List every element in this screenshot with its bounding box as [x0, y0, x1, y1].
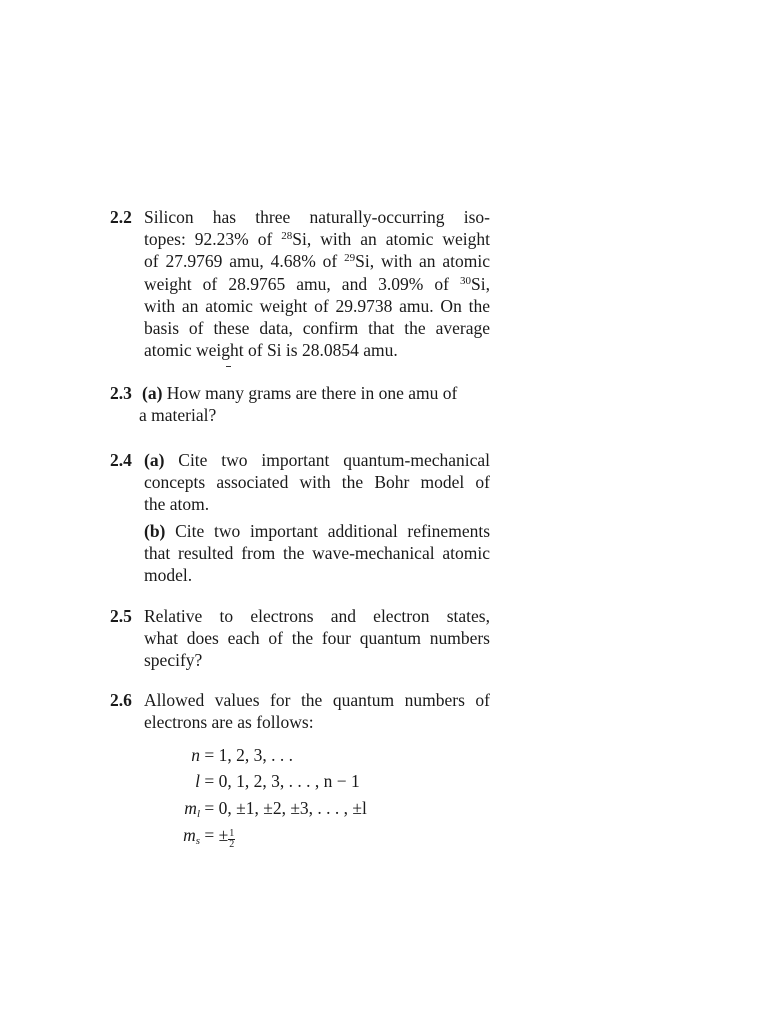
- problem-text: [144, 449, 490, 586]
- problem-number: 2.3: [110, 383, 132, 403]
- problem-2-6: [110, 689, 490, 733]
- equation-rhs: = 0, 1, 2, 3, . . . , n − 1: [204, 771, 360, 791]
- problem-text: [144, 689, 490, 733]
- text-line: Relative to electrons and electron states,: [144, 606, 490, 626]
- problem-2-2: [110, 206, 490, 361]
- problem-number: 2.5: [110, 606, 132, 626]
- problem-2-5: [110, 605, 490, 672]
- equation-rhs: = ± $\frac{1}{2}$: [204, 825, 235, 850]
- problem-text: [139, 382, 490, 426]
- equation-lhs: $m_l$: [184, 798, 200, 820]
- part-label: (a): [144, 450, 165, 470]
- text-line: concepts associated with the Bohr model of: [144, 472, 490, 493]
- text-line: of 27.9769 amu, 4.68% of $^{29}$Si, with an atomic: [144, 251, 490, 272]
- problem-text: [144, 206, 490, 361]
- equation-rhs: = 0, ±1, ±2, ±3, . . . , ±l: [204, 798, 367, 818]
- problem-2-3: [110, 382, 490, 426]
- fraction-one-half: $\frac{1}{2}$: [229, 828, 235, 850]
- text-line: that resulted from the wave-mechanical atomic: [144, 542, 490, 563]
- problem-number: 2.6: [110, 690, 132, 710]
- problem-2-4: [110, 449, 490, 586]
- equation-n: [142, 744, 293, 766]
- equation-lhs: l: [195, 771, 200, 791]
- equation-ms: [142, 824, 235, 850]
- part-label: (b): [144, 520, 166, 541]
- equation-lhs: $m_s$: [183, 825, 200, 847]
- text-line: electrons are as follows:: [144, 712, 314, 733]
- problem-number: 2.2: [110, 207, 132, 227]
- text-line: (a) Cite two important quantum-mechanical: [144, 450, 491, 470]
- text-line: topes: 92.23% of $^{28}$Si, with an atomic weight: [144, 229, 490, 250]
- text-line: basis of these data, confirm that the average: [144, 318, 490, 339]
- text-line: with an atomic weight of 29.9738 amu. On the: [144, 295, 490, 316]
- equation-l: [142, 770, 360, 792]
- text-line: Allowed values for the quantum numbers of: [144, 690, 490, 710]
- equation-rhs: = 1, 2, 3, . . .: [204, 745, 293, 765]
- text-line: a material?: [139, 405, 217, 426]
- text-line: weight of 28.9765 amu, and 3.09% of $^{30}$Si,: [144, 273, 490, 294]
- text-line: the atom.: [144, 494, 210, 515]
- problem-text: [144, 605, 490, 672]
- text-line: what does each of the four quantum numbers: [144, 628, 490, 649]
- text-line: specify?: [144, 650, 203, 671]
- equation-lhs: n: [191, 745, 200, 765]
- text-line: atomic weight of Si is 28.0854 amu.: [144, 340, 398, 361]
- text-line: Silicon has three naturally-occurring iso-: [144, 207, 490, 227]
- text-line: (a) How many grams are there in one amu of: [142, 383, 458, 403]
- text-line: model.: [144, 565, 193, 586]
- problem-number: 2.4: [110, 450, 132, 470]
- equation-ml: [142, 797, 367, 819]
- text-line: (b) Cite two important additional refinements: [144, 520, 491, 541]
- part-label: (a): [142, 383, 163, 403]
- stray-mark: [226, 366, 231, 367]
